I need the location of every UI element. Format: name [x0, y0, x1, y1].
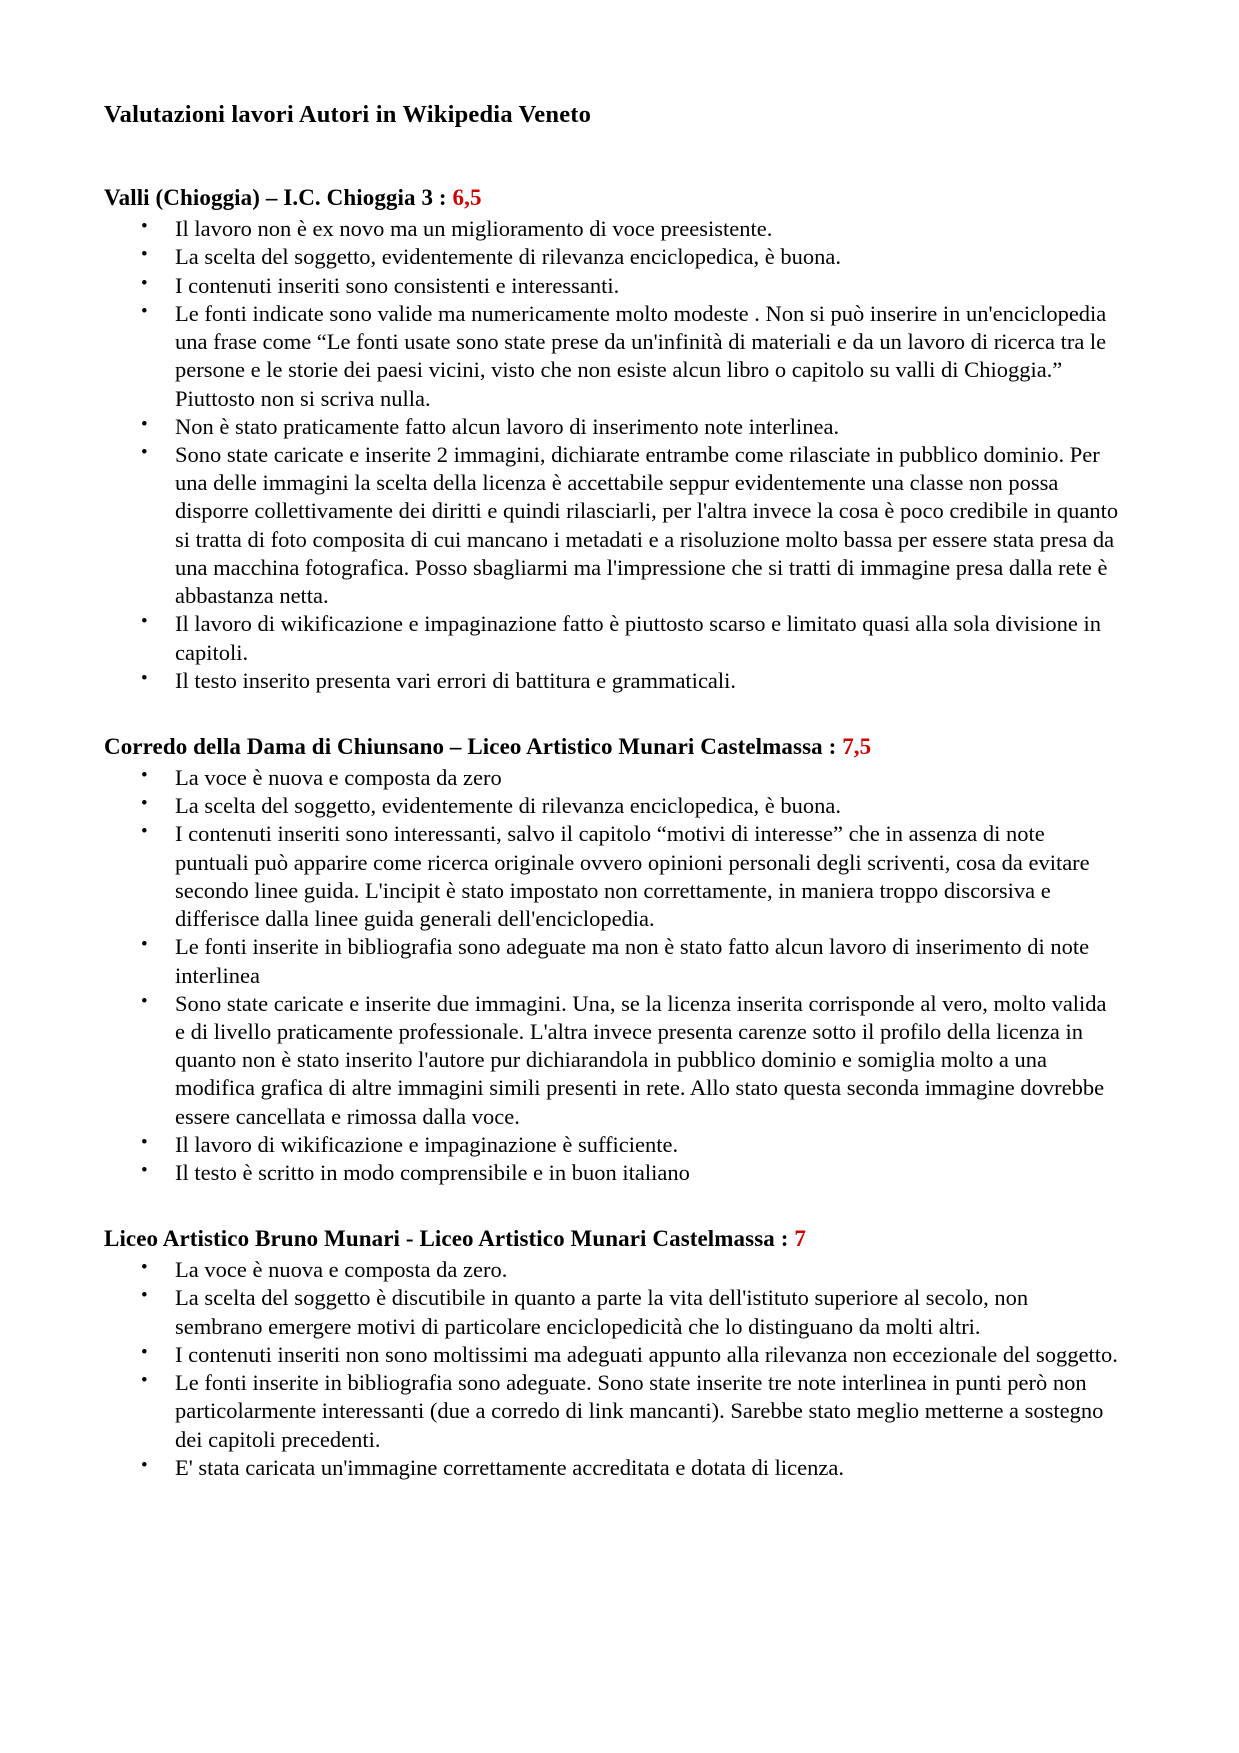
list-item: • Sono state caricate e inserite 2 immagini, dichiarate entrambe come rilasciate in pubblico dominio. Per una delle immagini la scelta della licenza è accettabile seppur evidentemente una classe non possa disporre collettivamente dei diritti e quindi rilasciarli, per l'altra invece la cosa è poco credibile in quanto si tratta di foto composita di cui mancano i metadati e a risoluzione molto bassa per essere stata presa da una macchina fotografica. Posso sbagliarmi ma l'impressione che si tratti di immagine presa dalla rete è abbastanza netta. — [104, 441, 1121, 610]
section-title-text-1: Valli (Chioggia) – I.C. Chioggia 3 : — [104, 185, 453, 211]
section-title-text-3: Liceo Artistico Bruno Munari - Liceo Artistico Munari Castelmassa : — [104, 1226, 795, 1252]
list-item: • Il lavoro non è ex novo ma un miglioramento di voce preesistente. — [104, 215, 1121, 243]
list-item: • La scelta del soggetto, evidentemente di rilevanza enciclopedica, è buona. — [104, 792, 1121, 820]
list-item: • La scelta del soggetto è discutibile in quanto a parte la vita dell'istituto superiore al secolo, non sembrano emergere motivi di particolare enciclopedicità che lo distinguano da molti altri. — [104, 1284, 1121, 1340]
list-item: • Il testo è scritto in modo comprensibile e in buon italiano — [104, 1159, 1121, 1187]
list-item: • La voce è nuova e composta da zero — [104, 764, 1121, 792]
list-item: • I contenuti inseriti non sono moltissimi ma adeguati appunto alla rilevanza non eccezionale del soggetto. — [104, 1341, 1121, 1369]
list-item: • La voce è nuova e composta da zero. — [104, 1256, 1121, 1284]
list-item: • Le fonti indicate sono valide ma numericamente molto modeste . Non si può inserire in un'enciclopedia una frase come “Le fonti usate sono state prese da un'infinità di materiali e da un lavoro di ricerca tra le persone e le storie dei paesi vicini, visto che non esiste alcun libro o capitolo su valli di Chioggia.” Piuttosto non si scriva nulla. — [104, 300, 1121, 413]
bullet-list-1 — [104, 215, 1121, 695]
list-item: • La scelta del soggetto, evidentemente di rilevanza enciclopedica, è buona. — [104, 243, 1121, 271]
list-item: • I contenuti inseriti sono interessanti, salvo il capitolo “motivi di interesse” che in assenza di note puntuali può apparire come ricerca originale ovvero opinioni personali degli scriventi, cosa da evitare secondo linee guida. L'incipit è stato impostato non correttamente, in maniera troppo discorsiva e differisce dalla linee guida generali dell'enciclopedia. — [104, 820, 1121, 933]
evaluation-section-3 — [104, 1225, 1121, 1482]
section-score-3: 7 — [794, 1226, 806, 1252]
list-item: • Non è stato praticamente fatto alcun lavoro di inserimento note interlinea. — [104, 413, 1121, 441]
section-heading-1 — [104, 184, 1121, 213]
bullet-list-2 — [104, 764, 1121, 1188]
list-item: • E' stata caricata un'immagine correttamente accreditata e dotata di licenza. — [104, 1454, 1121, 1482]
page-title: Valutazioni lavori Autori in Wikipedia Veneto — [104, 101, 592, 128]
section-heading-2 — [104, 733, 1121, 762]
evaluation-section-2 — [104, 733, 1121, 1187]
section-score-1: 6,5 — [452, 185, 482, 211]
list-item: • Il lavoro di wikificazione e impaginazione è sufficiente. — [104, 1131, 1121, 1159]
list-item: • Le fonti inserite in bibliografia sono adeguate. Sono state inserite tre note interlinea in punti però non particolarmente interessanti (due a corredo di link mancanti). Sarebbe stato meglio metterne a sostegno dei capitoli precedenti. — [104, 1369, 1121, 1454]
section-heading-3 — [104, 1225, 1121, 1254]
section-title-text-2: Corredo della Dama di Chiunsano – Liceo Artistico Munari Castelmassa : — [104, 734, 843, 760]
section-score-2: 7,5 — [842, 734, 872, 760]
evaluation-section-1 — [104, 184, 1121, 695]
list-item: • Il lavoro di wikificazione e impaginazione fatto è piuttosto scarso e limitato quasi alla sola divisione in capitoli. — [104, 610, 1121, 666]
bullet-list-3 — [104, 1256, 1121, 1482]
list-item: • Il testo inserito presenta vari errori di battitura e grammaticali. — [104, 667, 1121, 695]
list-item: • Sono state caricate e inserite due immagini. Una, se la licenza inserita corrisponde al vero, molto valida e di livello praticamente professionale. L'altra invece presenta carenze sotto il profilo della licenza in quanto non è stato inserito l'autore pur dichiarandola in pubblico dominio e somiglia molto a una modifica grafica di altre immagini simili presenti in rete. Allo stato questa seconda immagine dovrebbe essere cancellata e rimossa dalla voce. — [104, 990, 1121, 1131]
list-item: • I contenuti inseriti sono consistenti e interessanti. — [104, 272, 1121, 300]
list-item: • Le fonti inserite in bibliografia sono adeguate ma non è stato fatto alcun lavoro di inserimento di note interlinea — [104, 933, 1121, 989]
